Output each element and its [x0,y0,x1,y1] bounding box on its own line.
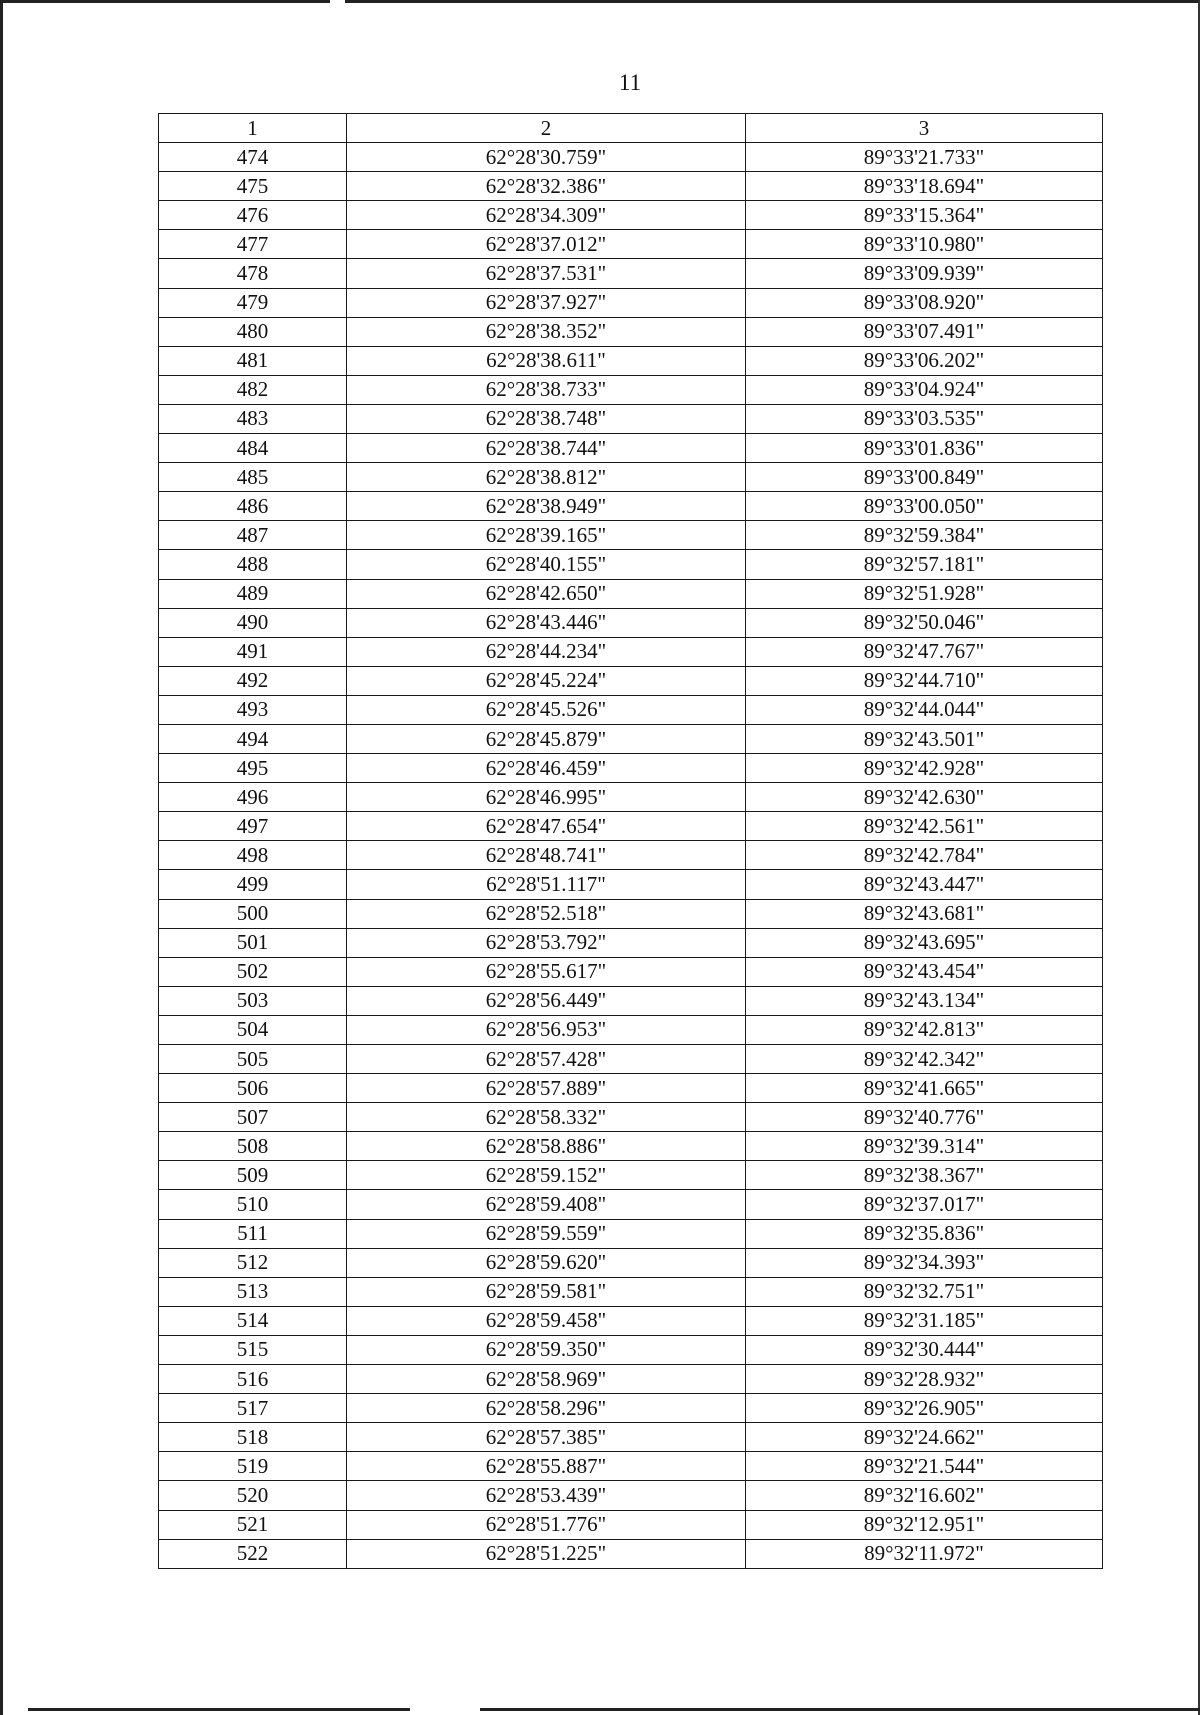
point-number-cell: 486 [159,492,347,521]
point-number-cell: 507 [159,1103,347,1132]
longitude-cell: 89°32'42.561" [746,812,1103,841]
point-number-cell: 515 [159,1335,347,1364]
table-row [159,317,1103,346]
longitude-cell: 89°32'43.501" [746,724,1103,753]
latitude-cell: 62°28'55.617" [347,957,746,986]
point-number-cell: 476 [159,201,347,230]
table-row [159,375,1103,404]
table-row [159,143,1103,172]
column-header-1: 1 [159,114,347,143]
latitude-cell: 62°28'58.332" [347,1103,746,1132]
table-row [159,1045,1103,1074]
table-row [159,172,1103,201]
scan-edge-left [0,0,3,1715]
point-number-cell: 519 [159,1452,347,1481]
table-row [159,928,1103,957]
point-number-cell: 499 [159,870,347,899]
point-number-cell: 512 [159,1248,347,1277]
latitude-cell: 62°28'46.995" [347,783,746,812]
longitude-cell: 89°33'21.733" [746,143,1103,172]
point-number-cell: 483 [159,404,347,433]
latitude-cell: 62°28'45.224" [347,666,746,695]
point-number-cell: 485 [159,463,347,492]
scan-edge-bottom [0,1708,1200,1711]
page-number: 11 [618,70,642,95]
latitude-cell: 62°28'55.887" [347,1452,746,1481]
table-row [159,812,1103,841]
table-row [159,1074,1103,1103]
point-number-cell: 475 [159,172,347,201]
table-row [159,986,1103,1015]
longitude-cell: 89°32'43.681" [746,899,1103,928]
table-row [159,783,1103,812]
point-number-cell: 484 [159,434,347,463]
longitude-cell: 89°33'07.491" [746,317,1103,346]
longitude-cell: 89°32'43.454" [746,957,1103,986]
longitude-cell: 89°32'50.046" [746,608,1103,637]
point-number-cell: 514 [159,1306,347,1335]
latitude-cell: 62°28'51.117" [347,870,746,899]
latitude-cell: 62°28'58.296" [347,1394,746,1423]
table-row [159,1539,1103,1568]
coordinates-table [158,113,1103,1569]
table-row [159,1190,1103,1219]
table-row [159,1423,1103,1452]
latitude-cell: 62°28'45.526" [347,695,746,724]
point-number-cell: 511 [159,1219,347,1248]
latitude-cell: 62°28'56.953" [347,1015,746,1044]
table-body [159,143,1103,1569]
longitude-cell: 89°32'57.181" [746,550,1103,579]
longitude-cell: 89°32'12.951" [746,1510,1103,1539]
longitude-cell: 89°32'43.134" [746,986,1103,1015]
table-row [159,899,1103,928]
table-row [159,754,1103,783]
latitude-cell: 62°28'38.812" [347,463,746,492]
latitude-cell: 62°28'43.446" [347,608,746,637]
longitude-cell: 89°32'40.776" [746,1103,1103,1132]
table-row [159,724,1103,753]
table-row [159,1248,1103,1277]
longitude-cell: 89°32'42.813" [746,1015,1103,1044]
longitude-cell: 89°32'41.665" [746,1074,1103,1103]
latitude-cell: 62°28'52.518" [347,899,746,928]
table-row [159,521,1103,550]
point-number-cell: 518 [159,1423,347,1452]
longitude-cell: 89°33'08.920" [746,288,1103,317]
latitude-cell: 62°28'45.879" [347,724,746,753]
point-number-cell: 503 [159,986,347,1015]
latitude-cell: 62°28'39.165" [347,521,746,550]
table-row [159,637,1103,666]
table-row [159,1132,1103,1161]
table-row [159,1481,1103,1510]
table-row [159,230,1103,259]
table-row [159,1219,1103,1248]
table-header-row [159,114,1103,143]
longitude-cell: 89°32'35.836" [746,1219,1103,1248]
latitude-cell: 62°28'38.744" [347,434,746,463]
longitude-cell: 89°32'43.695" [746,928,1103,957]
latitude-cell: 62°28'38.949" [347,492,746,521]
longitude-cell: 89°33'06.202" [746,346,1103,375]
longitude-cell: 89°33'10.980" [746,230,1103,259]
point-number-cell: 480 [159,317,347,346]
latitude-cell: 62°28'58.969" [347,1365,746,1394]
table-row [159,870,1103,899]
point-number-cell: 506 [159,1074,347,1103]
table-row [159,1510,1103,1539]
table-row [159,201,1103,230]
table-row [159,1306,1103,1335]
latitude-cell: 62°28'59.350" [347,1335,746,1364]
longitude-cell: 89°32'30.444" [746,1335,1103,1364]
latitude-cell: 62°28'59.559" [347,1219,746,1248]
table-row [159,666,1103,695]
latitude-cell: 62°28'58.886" [347,1132,746,1161]
point-number-cell: 487 [159,521,347,550]
column-header-2: 2 [347,114,746,143]
point-number-cell: 516 [159,1365,347,1394]
longitude-cell: 89°32'26.905" [746,1394,1103,1423]
table-row [159,579,1103,608]
latitude-cell: 62°28'59.458" [347,1306,746,1335]
table-row [159,346,1103,375]
latitude-cell: 62°28'51.776" [347,1510,746,1539]
latitude-cell: 62°28'59.152" [347,1161,746,1190]
point-number-cell: 490 [159,608,347,637]
table-row [159,957,1103,986]
point-number-cell: 501 [159,928,347,957]
point-number-cell: 494 [159,724,347,753]
latitude-cell: 62°28'56.449" [347,986,746,1015]
latitude-cell: 62°28'59.408" [347,1190,746,1219]
longitude-cell: 89°33'04.924" [746,375,1103,404]
table-row [159,492,1103,521]
latitude-cell: 62°28'57.385" [347,1423,746,1452]
table-row [159,550,1103,579]
longitude-cell: 89°32'16.602" [746,1481,1103,1510]
table-row [159,288,1103,317]
latitude-cell: 62°28'37.531" [347,259,746,288]
latitude-cell: 62°28'38.352" [347,317,746,346]
latitude-cell: 62°28'57.889" [347,1074,746,1103]
point-number-cell: 497 [159,812,347,841]
latitude-cell: 62°28'46.459" [347,754,746,783]
point-number-cell: 492 [159,666,347,695]
longitude-cell: 89°33'15.364" [746,201,1103,230]
longitude-cell: 89°33'18.694" [746,172,1103,201]
longitude-cell: 89°33'09.939" [746,259,1103,288]
column-header-3: 3 [746,114,1103,143]
longitude-cell: 89°32'42.784" [746,841,1103,870]
longitude-cell: 89°32'37.017" [746,1190,1103,1219]
longitude-cell: 89°33'03.535" [746,404,1103,433]
point-number-cell: 522 [159,1539,347,1568]
longitude-cell: 89°32'42.630" [746,783,1103,812]
point-number-cell: 489 [159,579,347,608]
table-row [159,1015,1103,1044]
latitude-cell: 62°28'38.733" [347,375,746,404]
longitude-cell: 89°32'38.367" [746,1161,1103,1190]
latitude-cell: 62°28'30.759" [347,143,746,172]
longitude-cell: 89°32'32.751" [746,1277,1103,1306]
point-number-cell: 510 [159,1190,347,1219]
latitude-cell: 62°28'47.654" [347,812,746,841]
table-row [159,1365,1103,1394]
table-row [159,608,1103,637]
longitude-cell: 89°32'28.932" [746,1365,1103,1394]
longitude-cell: 89°33'00.050" [746,492,1103,521]
latitude-cell: 62°28'32.386" [347,172,746,201]
point-number-cell: 482 [159,375,347,404]
longitude-cell: 89°32'42.928" [746,754,1103,783]
point-number-cell: 478 [159,259,347,288]
longitude-cell: 89°33'00.849" [746,463,1103,492]
longitude-cell: 89°32'44.044" [746,695,1103,724]
point-number-cell: 474 [159,143,347,172]
latitude-cell: 62°28'38.611" [347,346,746,375]
point-number-cell: 498 [159,841,347,870]
table-row [159,1394,1103,1423]
longitude-cell: 89°32'31.185" [746,1306,1103,1335]
latitude-cell: 62°28'53.439" [347,1481,746,1510]
point-number-cell: 508 [159,1132,347,1161]
longitude-cell: 89°32'47.767" [746,637,1103,666]
point-number-cell: 500 [159,899,347,928]
table-row [159,434,1103,463]
latitude-cell: 62°28'34.309" [347,201,746,230]
point-number-cell: 493 [159,695,347,724]
longitude-cell: 89°32'59.384" [746,521,1103,550]
latitude-cell: 62°28'57.428" [347,1045,746,1074]
table-row [159,1277,1103,1306]
longitude-cell: 89°32'11.972" [746,1539,1103,1568]
point-number-cell: 496 [159,783,347,812]
point-number-cell: 481 [159,346,347,375]
latitude-cell: 62°28'53.792" [347,928,746,957]
point-number-cell: 491 [159,637,347,666]
table-row [159,1335,1103,1364]
point-number-cell: 504 [159,1015,347,1044]
latitude-cell: 62°28'38.748" [347,404,746,433]
table-row [159,1452,1103,1481]
scan-edge-top [0,0,1200,3]
point-number-cell: 479 [159,288,347,317]
point-number-cell: 477 [159,230,347,259]
latitude-cell: 62°28'37.012" [347,230,746,259]
latitude-cell: 62°28'40.155" [347,550,746,579]
table-row [159,259,1103,288]
longitude-cell: 89°32'34.393" [746,1248,1103,1277]
point-number-cell: 502 [159,957,347,986]
longitude-cell: 89°32'44.710" [746,666,1103,695]
point-number-cell: 513 [159,1277,347,1306]
point-number-cell: 488 [159,550,347,579]
table-row [159,1161,1103,1190]
latitude-cell: 62°28'59.581" [347,1277,746,1306]
longitude-cell: 89°32'42.342" [746,1045,1103,1074]
longitude-cell: 89°32'43.447" [746,870,1103,899]
latitude-cell: 62°28'48.741" [347,841,746,870]
point-number-cell: 521 [159,1510,347,1539]
point-number-cell: 520 [159,1481,347,1510]
latitude-cell: 62°28'51.225" [347,1539,746,1568]
table-row [159,1103,1103,1132]
latitude-cell: 62°28'44.234" [347,637,746,666]
point-number-cell: 495 [159,754,347,783]
latitude-cell: 62°28'42.650" [347,579,746,608]
point-number-cell: 505 [159,1045,347,1074]
latitude-cell: 62°28'37.927" [347,288,746,317]
point-number-cell: 509 [159,1161,347,1190]
longitude-cell: 89°32'39.314" [746,1132,1103,1161]
longitude-cell: 89°33'01.836" [746,434,1103,463]
table-row [159,463,1103,492]
longitude-cell: 89°32'51.928" [746,579,1103,608]
table-row [159,841,1103,870]
table-row [159,695,1103,724]
table-row [159,404,1103,433]
longitude-cell: 89°32'21.544" [746,1452,1103,1481]
point-number-cell: 517 [159,1394,347,1423]
latitude-cell: 62°28'59.620" [347,1248,746,1277]
longitude-cell: 89°32'24.662" [746,1423,1103,1452]
